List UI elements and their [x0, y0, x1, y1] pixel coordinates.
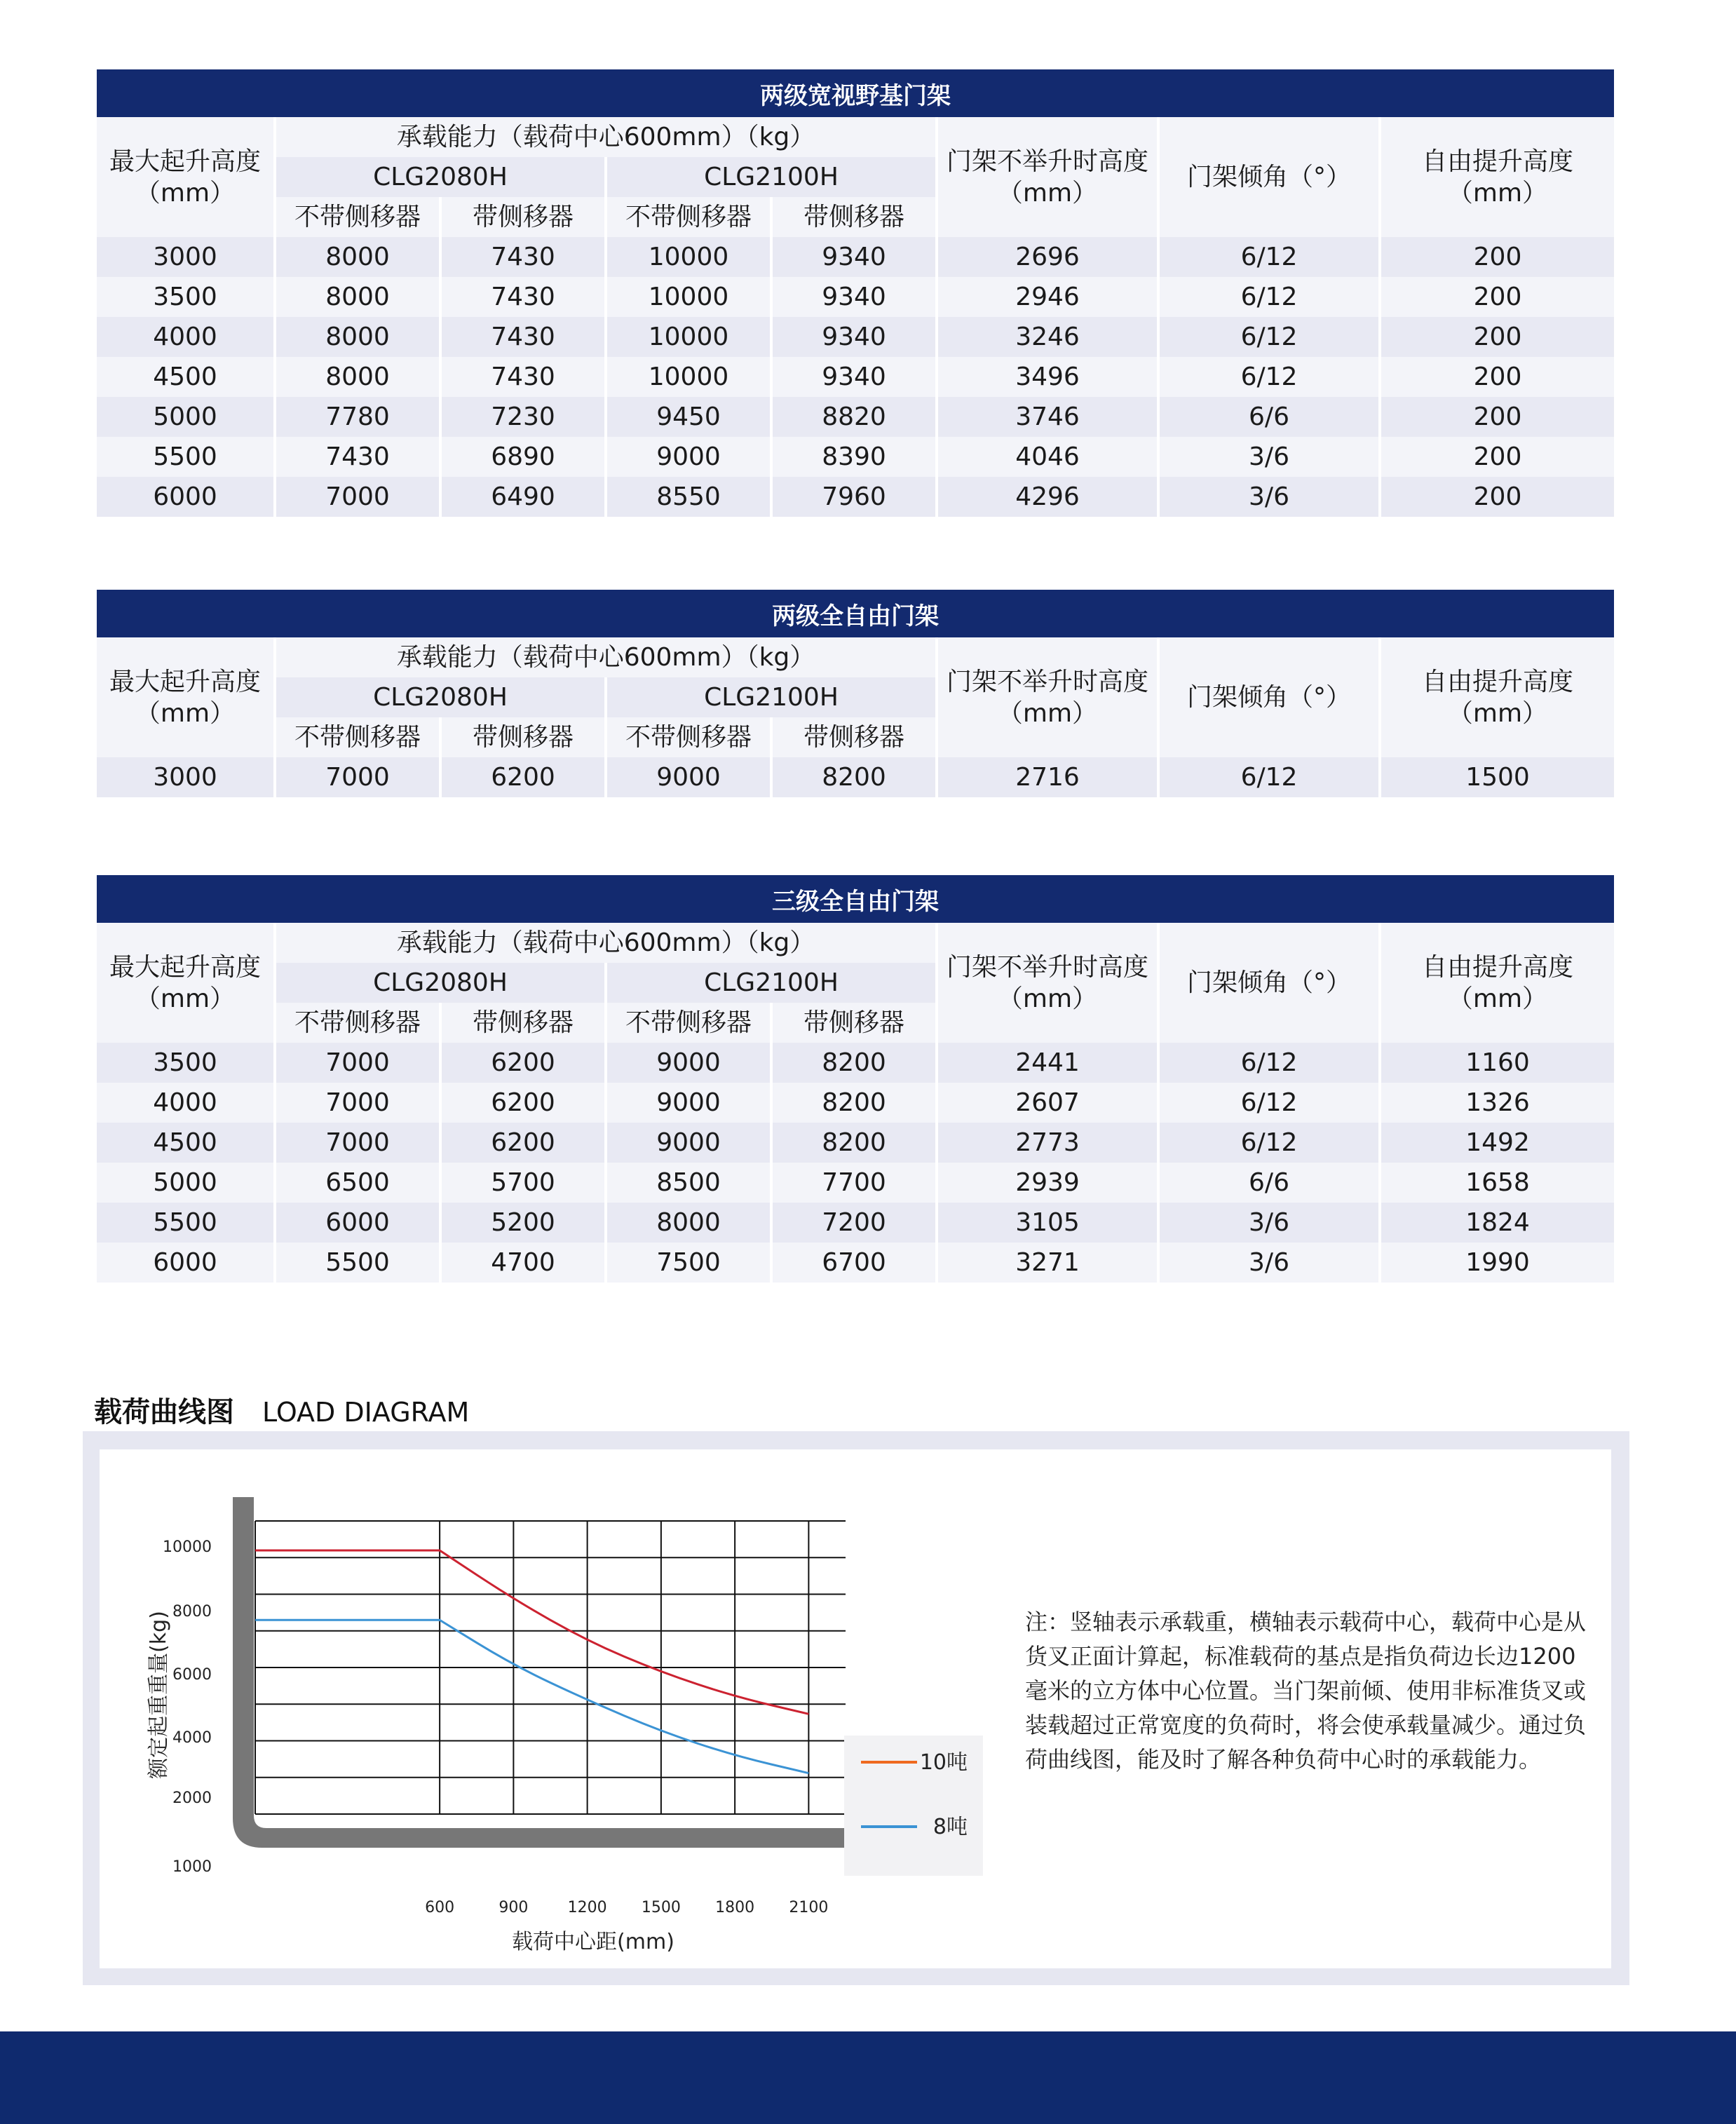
x-tick-label: 1800 — [715, 1899, 755, 1916]
table-cell: 200 — [1381, 397, 1614, 437]
table-cell: 2716 — [938, 757, 1157, 797]
table-cell: 9450 — [607, 397, 770, 437]
load-diagram-title-en: LOAD DIAGRAM — [262, 1397, 470, 1428]
table-cell: 6700 — [773, 1243, 935, 1283]
y-axis-label: 额定起重重量(kg) — [147, 1611, 171, 1779]
header-model-a: CLG2080H — [276, 677, 604, 717]
table-cell: 7230 — [442, 397, 604, 437]
table-cell: 9000 — [607, 437, 770, 477]
header-model-b: CLG2100H — [607, 963, 935, 1003]
x-tick-label: 1200 — [567, 1899, 607, 1916]
header-no-shifter: 不带侧移器 — [276, 717, 439, 757]
table-cell: 2946 — [938, 277, 1157, 317]
table-cell: 3/6 — [1160, 1243, 1378, 1283]
header-model-b: CLG2100H — [607, 677, 935, 717]
table-cell: 8200 — [773, 1123, 935, 1163]
table-cell: 7430 — [442, 317, 604, 357]
header-capacity: 承载能力（载荷中心600mm）（kg） — [276, 117, 935, 157]
load-chart — [100, 1449, 983, 1968]
table-cell: 8000 — [276, 237, 439, 277]
table-cell: 8550 — [607, 477, 770, 517]
table-cell: 7000 — [276, 1123, 439, 1163]
header-with-shifter: 带侧移器 — [442, 717, 604, 757]
y-tick-label: 8000 — [172, 1603, 212, 1621]
table-cell: 6/12 — [1160, 1043, 1378, 1083]
header-capacity: 承载能力（载荷中心600mm）（kg） — [276, 923, 935, 963]
y-tick-label: 10000 — [163, 1538, 212, 1556]
table-row — [97, 317, 1614, 357]
header-with-shifter: 带侧移器 — [773, 1003, 935, 1043]
header-with-shifter: 带侧移器 — [442, 1003, 604, 1043]
table-cell: 8000 — [607, 1203, 770, 1243]
y-tick-label: 1000 — [172, 1858, 212, 1876]
table-cell: 3/6 — [1160, 1203, 1378, 1243]
table-cell: 1326 — [1381, 1083, 1614, 1123]
x-tick-label: 600 — [425, 1899, 455, 1916]
table-cell: 3/6 — [1160, 477, 1378, 517]
table-cell: 3500 — [97, 1043, 273, 1083]
table-row — [97, 1083, 1614, 1123]
header-lowered-height: 门架不举升时高度 （mm） — [938, 637, 1157, 757]
table-cell: 2773 — [938, 1123, 1157, 1163]
table-row — [97, 277, 1614, 317]
table-cell: 6200 — [442, 1123, 604, 1163]
table-cell: 6/12 — [1160, 1083, 1378, 1123]
table-cell: 3271 — [938, 1243, 1157, 1283]
table-cell: 9340 — [773, 237, 935, 277]
load-diagram-title-cn: 载荷曲线图 — [94, 1396, 234, 1428]
table-row — [97, 437, 1614, 477]
series-line-2 — [255, 1620, 808, 1773]
header-with-shifter: 带侧移器 — [773, 717, 935, 757]
table-row — [97, 1123, 1614, 1163]
header-free-lift: 自由提升高度 （mm） — [1381, 923, 1614, 1043]
table-cell: 4046 — [938, 437, 1157, 477]
table-cell: 6200 — [442, 757, 604, 797]
table-cell: 1658 — [1381, 1163, 1614, 1203]
header-no-shifter: 不带侧移器 — [607, 197, 770, 237]
table-cell: 6200 — [442, 1083, 604, 1123]
table-cell: 10000 — [607, 277, 770, 317]
table-cell: 3/6 — [1160, 437, 1378, 477]
table-cell: 6000 — [97, 1243, 273, 1283]
table-cell: 7000 — [276, 477, 439, 517]
table-cell: 8820 — [773, 397, 935, 437]
header-no-shifter: 不带侧移器 — [607, 717, 770, 757]
load-diagram-heading — [94, 1390, 469, 1430]
table-cell: 10000 — [607, 237, 770, 277]
table-cell: 10000 — [607, 317, 770, 357]
load-diagram-note: 注：竖轴表示承载重，横轴表示载荷中心，载荷中心是从货叉正面计算起，标准载荷的基点是指负荷边长边1200毫米的立方体中心位置。当门架前倾、使用非标准货叉或装载超过正常宽度的负荷时，将会使承载量减少。通过负荷曲线图，能及时了解各种负荷中心时的承载能力。 — [1025, 1609, 1587, 1773]
table-cell: 7430 — [442, 237, 604, 277]
table-row — [97, 757, 1614, 797]
table-cell: 9340 — [773, 317, 935, 357]
table-cell: 4500 — [97, 357, 273, 397]
table-cell: 7500 — [607, 1243, 770, 1283]
table-cell: 6500 — [276, 1163, 439, 1203]
table-cell: 9340 — [773, 277, 935, 317]
x-tick-label: 900 — [499, 1899, 529, 1916]
table-title: 三级全自由门架 — [97, 875, 1614, 923]
header-no-shifter: 不带侧移器 — [276, 1003, 439, 1043]
table-cell: 6000 — [97, 477, 273, 517]
table-cell: 1160 — [1381, 1043, 1614, 1083]
table-cell: 8500 — [607, 1163, 770, 1203]
table-cell: 8390 — [773, 437, 935, 477]
table-cell: 200 — [1381, 477, 1614, 517]
table-cell: 5500 — [97, 437, 273, 477]
header-capacity: 承载能力（载荷中心600mm）（kg） — [276, 637, 935, 677]
table-cell: 4000 — [97, 1083, 273, 1123]
series-line-1 — [255, 1550, 808, 1714]
table-cell: 5700 — [442, 1163, 604, 1203]
table-cell: 9340 — [773, 357, 935, 397]
table-cell: 7200 — [773, 1203, 935, 1243]
table-cell: 7430 — [276, 437, 439, 477]
table-cell: 6200 — [442, 1043, 604, 1083]
x-axis-label: 载荷中心距(mm) — [512, 1930, 674, 1954]
table-cell: 9000 — [607, 1083, 770, 1123]
header-lowered-height: 门架不举升时高度 （mm） — [938, 117, 1157, 237]
table-cell: 3246 — [938, 317, 1157, 357]
table-cell: 6/12 — [1160, 357, 1378, 397]
table-cell: 8200 — [773, 1083, 935, 1123]
load-diagram-panel — [100, 1449, 1611, 1968]
header-max-lift: 最大起升高度 （mm） — [97, 923, 273, 1043]
table-cell: 4700 — [442, 1243, 604, 1283]
table-cell: 7000 — [276, 1043, 439, 1083]
table-cell: 200 — [1381, 237, 1614, 277]
table-cell: 6/12 — [1160, 317, 1378, 357]
table-row — [97, 1043, 1614, 1083]
table-cell: 2441 — [938, 1043, 1157, 1083]
table-cell: 200 — [1381, 357, 1614, 397]
table-cell: 8000 — [276, 277, 439, 317]
table-cell: 6490 — [442, 477, 604, 517]
table-cell: 7430 — [442, 357, 604, 397]
table-cell: 200 — [1381, 317, 1614, 357]
table-title: 两级全自由门架 — [97, 590, 1614, 637]
y-tick-label: 2000 — [172, 1790, 212, 1807]
table-cell: 6/6 — [1160, 397, 1378, 437]
table-row — [97, 1163, 1614, 1203]
y-tick-label: 4000 — [172, 1729, 212, 1747]
table-cell: 2696 — [938, 237, 1157, 277]
table-row — [97, 237, 1614, 277]
table-cell: 6/12 — [1160, 277, 1378, 317]
table-row — [97, 1203, 1614, 1243]
table-cell: 5000 — [97, 1163, 273, 1203]
header-tilt: 门架倾角（°） — [1160, 923, 1378, 1043]
spec-table-1 — [94, 69, 1617, 517]
table-title: 两级宽视野基门架 — [97, 69, 1614, 117]
table-cell: 7780 — [276, 397, 439, 437]
table-cell: 3496 — [938, 357, 1157, 397]
table-cell: 8200 — [773, 757, 935, 797]
table-cell: 6/12 — [1160, 1123, 1378, 1163]
table-row — [97, 1243, 1614, 1283]
table-cell: 7000 — [276, 757, 439, 797]
table-cell: 7000 — [276, 1083, 439, 1123]
table-cell: 7430 — [442, 277, 604, 317]
table-cell: 3746 — [938, 397, 1157, 437]
table-cell: 5500 — [276, 1243, 439, 1283]
table-cell: 3000 — [97, 237, 273, 277]
spec-table-2 — [94, 590, 1617, 797]
y-tick-label: 6000 — [172, 1666, 212, 1684]
header-lowered-height: 门架不举升时高度 （mm） — [938, 923, 1157, 1043]
table-cell: 4500 — [97, 1123, 273, 1163]
table-cell: 200 — [1381, 437, 1614, 477]
table-cell: 4296 — [938, 477, 1157, 517]
table-cell: 5200 — [442, 1203, 604, 1243]
table-cell: 1492 — [1381, 1123, 1614, 1163]
legend-label: 10吨 — [919, 1750, 968, 1775]
footer-bar — [0, 2031, 1736, 2124]
table-cell: 5500 — [97, 1203, 273, 1243]
header-no-shifter: 不带侧移器 — [276, 197, 439, 237]
table-cell: 1824 — [1381, 1203, 1614, 1243]
table-cell: 1990 — [1381, 1243, 1614, 1283]
table-cell: 7960 — [773, 477, 935, 517]
header-free-lift: 自由提升高度 （mm） — [1381, 637, 1614, 757]
header-with-shifter: 带侧移器 — [773, 197, 935, 237]
x-tick-label: 1500 — [641, 1899, 681, 1916]
table-cell: 10000 — [607, 357, 770, 397]
table-cell: 3500 — [97, 277, 273, 317]
legend-label: 8吨 — [933, 1815, 968, 1839]
table-cell: 6/12 — [1160, 757, 1378, 797]
header-tilt: 门架倾角（°） — [1160, 637, 1378, 757]
table-cell: 6/6 — [1160, 1163, 1378, 1203]
x-tick-label: 2100 — [789, 1899, 829, 1916]
header-model-a: CLG2080H — [276, 157, 604, 197]
table-cell: 2607 — [938, 1083, 1157, 1123]
table-cell: 9000 — [607, 757, 770, 797]
header-max-lift: 最大起升高度 （mm） — [97, 637, 273, 757]
header-max-lift: 最大起升高度 （mm） — [97, 117, 273, 237]
table-cell: 1500 — [1381, 757, 1614, 797]
header-model-b: CLG2100H — [607, 157, 935, 197]
table-cell: 9000 — [607, 1043, 770, 1083]
table-cell: 8200 — [773, 1043, 935, 1083]
table-cell: 7700 — [773, 1163, 935, 1203]
table-cell: 200 — [1381, 277, 1614, 317]
table-cell: 2939 — [938, 1163, 1157, 1203]
header-model-a: CLG2080H — [276, 963, 604, 1003]
load-diagram-frame — [83, 1431, 1629, 1985]
table-cell: 8000 — [276, 317, 439, 357]
table-cell: 6890 — [442, 437, 604, 477]
table-row — [97, 477, 1614, 517]
table-row — [97, 397, 1614, 437]
table-cell: 4000 — [97, 317, 273, 357]
table-cell: 8000 — [276, 357, 439, 397]
header-with-shifter: 带侧移器 — [442, 197, 604, 237]
header-no-shifter: 不带侧移器 — [607, 1003, 770, 1043]
header-free-lift: 自由提升高度 （mm） — [1381, 117, 1614, 237]
table-cell: 3000 — [97, 757, 273, 797]
table-cell: 3105 — [938, 1203, 1157, 1243]
table-row — [97, 357, 1614, 397]
table-cell: 6000 — [276, 1203, 439, 1243]
table-cell: 9000 — [607, 1123, 770, 1163]
header-tilt: 门架倾角（°） — [1160, 117, 1378, 237]
table-cell: 5000 — [97, 397, 273, 437]
table-cell: 6/12 — [1160, 237, 1378, 277]
spec-table-3 — [94, 875, 1617, 1283]
